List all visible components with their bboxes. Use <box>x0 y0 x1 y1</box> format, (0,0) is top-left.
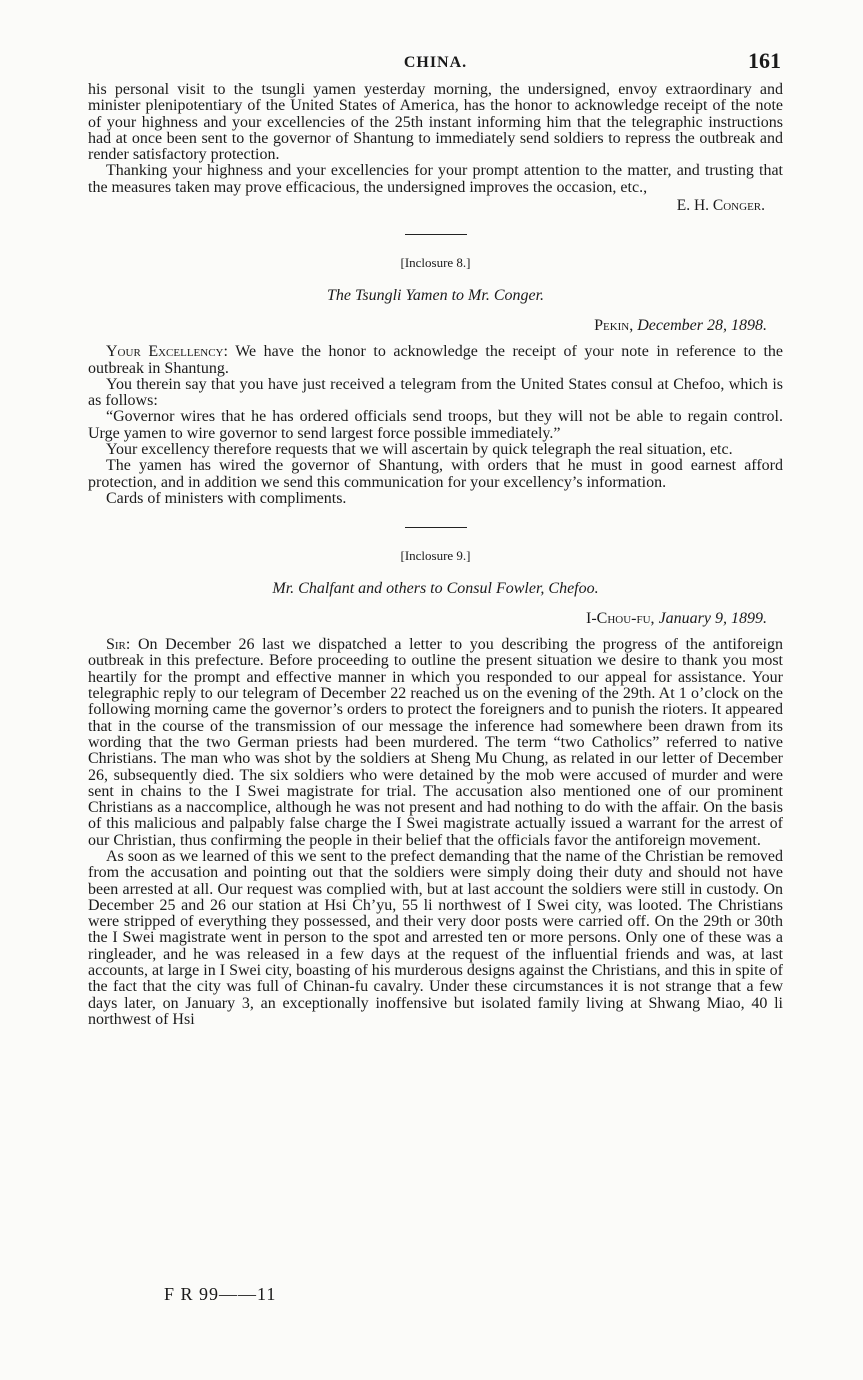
page-header <box>88 48 783 78</box>
dateline <box>88 318 783 334</box>
salutation: Sir: <box>106 636 131 654</box>
dateline-date: December 28, 1898. <box>637 316 767 334</box>
inclosure-8 <box>88 255 783 507</box>
paragraph: his personal visit to the tsungli yamen yesterday morning, the undersigned, envoy extraordinary and minister plenipotentiary of the United States of America, has the honor to acknowledge receipt of the note of your highness and your excellencies of the 25th instant informing him that the telegraphic instructions had at once been sent to the governor of Shantung to immediately send soldiers to repress the outbreak and render satisfactory protection. <box>88 81 783 164</box>
paragraph: The yamen has wired the governor of Shantung, with orders that he must in good earnest afford protection, and in addition we send this communication for your excellency’s information. <box>88 457 783 491</box>
dateline-date: January 9, 1899. <box>658 609 767 627</box>
letter-title: The Tsungli Yamen to Mr. Conger. <box>326 286 545 304</box>
paragraph-text: We have the honor to acknowledge the receipt of your note in reference to the outbreak in Shantung. <box>88 343 783 377</box>
dateline-place: I-Chou-fu, <box>586 609 655 627</box>
inclosure-9 <box>88 548 783 1028</box>
letter-title: Mr. Chalfant and others to Consul Fowler, Chefoo. <box>272 579 599 597</box>
signature: E. H. Conger. <box>676 197 765 215</box>
paragraph: Your excellency therefore requests that we will ascertain by quick telegraph the real situation, etc. <box>106 441 733 459</box>
paragraph <box>88 344 783 377</box>
paragraph <box>88 637 783 849</box>
inclosure-label: [Inclosure 9.] <box>400 548 471 564</box>
running-title: CHINA. <box>403 54 468 71</box>
paragraph: Cards of ministers with compliments. <box>106 489 347 507</box>
letter-continuation <box>88 82 783 214</box>
page-number: 161 <box>748 48 781 73</box>
quoted-telegram: “Governor wires that he has ordered officials send troops, but they will not be able to regain control. Urge yamen to wire governor to send largest force possible immediately.” <box>88 408 783 442</box>
inclosure-label: [Inclosure 8.] <box>400 255 471 271</box>
paragraph: Thanking your highness and your excellencies for your prompt attention to the matter, and trusting that the measures taken may prove efficacious, the undersigned improves the occasion, etc., <box>88 162 783 196</box>
paragraph-text: On December 26 last we dispatched a letter to you describing the progress of the antiforeign outbreak in this prefecture. Before proceeding to outline the present situation we desire to thank you most heartily for the prompt and effective manner in which you responded to our appeal for assistance. Your telegraphic reply to our telegram of December 22 reached us on the evening of the 29th. At 1 o’clock on the following morning came the governor’s orders to protect the foreigners and to punish the rioters. It appeared that in the course of the transmission of our message the inference had somewhere been drawn from its wording that the two German priests had been murdered. The term “two Catholics” referred to native Christians. The man who was shot by the soldiers at Sheng Mu Chung, as related in our letter of December 26, subsequently died. The six soldiers who were detained by the mob were accused of murder and were sent in chains to the I Swei magistrate for trial. The accusation also mentioned one of our prominent Christians as a naccomplice, although he was not present and had nothing to do with the affair. On the basis of this malicious and palpably false charge the I Swei magistrate actually issued a warrant for the arrest of our Christian, thus confirming the people in their belief that the officials favor the antiforeign movement. <box>88 636 783 849</box>
dateline-place: Pekin, <box>594 316 634 334</box>
salutation: Your Excellency: <box>106 343 228 361</box>
signature-mark: F R 99——11 <box>164 1284 277 1304</box>
section-divider <box>405 234 467 235</box>
dateline <box>88 611 783 627</box>
section-divider <box>405 527 467 528</box>
paragraph: As soon as we learned of this we sent to the prefect demanding that the name of the Christian be removed from the accusation and pointing out that the soldiers were simply doing their duty and should not have been arrested at all. Our request was complied with, but at last account the soldiers were still in custody. On December 25 and 26 our station at Hsi Ch’yu, 55 li northwest of I Swei city, was looted. The Christians were stripped of everything they possessed, and their very door posts were carried off. On the 29th or 30th the I Swei magistrate went in person to the spot and arrested ten or more persons. Only one of these was a ringleader, and he was released in a few days at the request of the influential friends and was, at last accounts, at large in I Swei city, boasting of his murderous designs against the Christians, and this in spite of the fact that the city was full of Chinan-fu cavalry. Under these circumstances it is not strange that a few days later, on January 3, an exceptionally inoffensive but isolated family living at Shwang Miao, 40 li northwest of Hsi <box>88 847 783 1028</box>
document-page <box>88 48 783 1028</box>
paragraph: You therein say that you have just received a telegram from the United States consul at Chefoo, which is as follows: <box>88 375 783 410</box>
